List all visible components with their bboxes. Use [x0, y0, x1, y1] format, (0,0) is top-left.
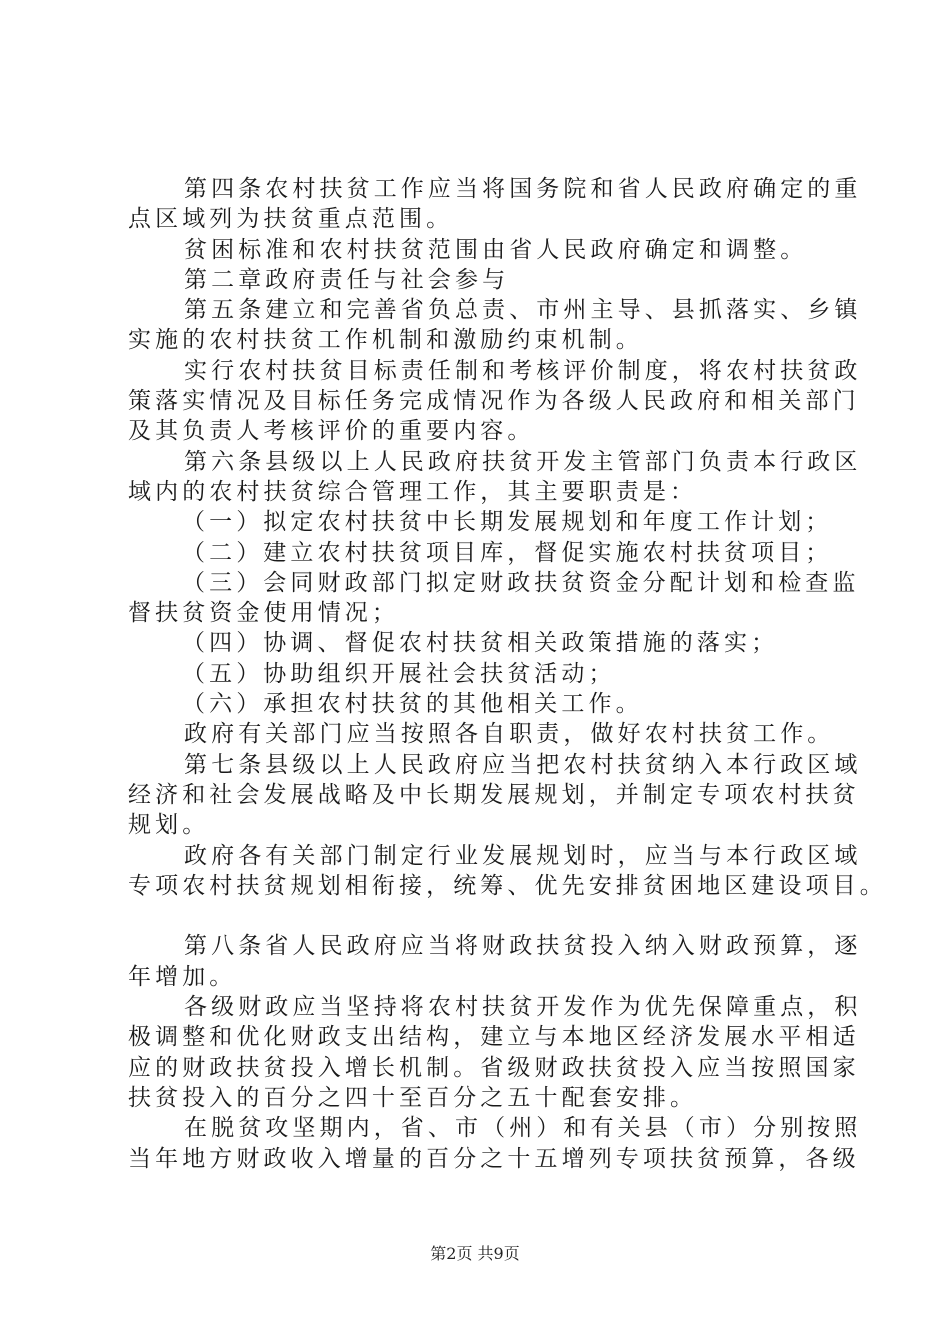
text-line: 域内的农村扶贫综合管理工作，其主要职责是：: [128, 478, 698, 505]
text-line: 极调整和优化财政支出结构，建立与本地区经济发展水平相适: [128, 1024, 860, 1051]
list-item: （一）拟定农村扶贫中长期发展规划和年度工作计划；: [182, 509, 833, 536]
text-line: 各级财政应当坚持将农村扶贫开发作为优先保障重点，积: [184, 994, 862, 1021]
list-item: （五）协助组织开展社会扶贫活动；: [182, 660, 616, 687]
text-line: 政府各有关部门制定行业发展规划时，应当与本行政区域: [184, 842, 862, 869]
text-line: 第八条省人民政府应当将财政扶贫投入纳入财政预算，逐: [184, 933, 862, 960]
text-line: 贫困标准和农村扶贫范围由省人民政府确定和调整。: [184, 236, 808, 263]
paragraph-gap: [128, 901, 858, 931]
text-line: 专项农村扶贫规划相衔接，统筹、优先安排贫困地区建设项目。: [128, 872, 887, 899]
text-line: 策落实情况及目标任务完成情况作为各级人民政府和相关部门: [128, 388, 860, 415]
text-line: 第五条建立和完善省负总责、市州主导、县抓落实、乡镇: [184, 297, 862, 324]
text-line: 实施的农村扶贫工作机制和激励约束机制。: [128, 327, 643, 354]
list-item: （四）协调、督促农村扶贫相关政策措施的落实；: [182, 630, 779, 657]
text-line: 扶贫投入的百分之四十至百分之五十配套安排。: [128, 1084, 698, 1111]
text-line: 应的财政扶贫投入增长机制。省级财政扶贫投入应当按照国家: [128, 1054, 860, 1081]
page-indicator: 第2页 共9页: [430, 1244, 520, 1263]
list-item: （六）承担农村扶贫的其他相关工作。: [182, 691, 643, 718]
text-line: 及其负责人考核评价的重要内容。: [128, 418, 535, 445]
text-line: 点区域列为扶贫重点范围。: [128, 206, 454, 233]
text-line: 经济和社会发展战略及中长期发展规划，并制定专项农村扶贫: [128, 781, 860, 808]
text-line: 当年地方财政收入增量的百分之十五增列专项扶贫预算，各级: [128, 1145, 860, 1172]
text-line: 第四条农村扶贫工作应当将国务院和省人民政府确定的重: [184, 176, 862, 202]
text-line: 督扶贫资金使用情况；: [128, 600, 399, 627]
text-line: 政府有关部门应当按照各自职责，做好农村扶贫工作。: [184, 721, 835, 748]
text-line: 第七条县级以上人民政府应当把农村扶贫纳入本行政区域: [184, 751, 862, 778]
text-line: 年增加。: [128, 963, 237, 990]
list-item: （二）建立农村扶贫项目库，督促实施农村扶贫项目；: [182, 539, 833, 566]
document-body: [128, 174, 887, 1174]
chapter-heading: 第二章政府责任与社会参与: [184, 266, 510, 293]
text-line: 规划。: [128, 812, 210, 839]
list-item: （三）会同财政部门拟定财政扶贫资金分配计划和检查监: [182, 569, 860, 596]
text-line: 实行农村扶贫目标责任制和考核评价制度，将农村扶贫政: [184, 357, 862, 384]
text-line: 第六条县级以上人民政府扶贫开发主管部门负责本行政区: [184, 448, 862, 475]
text-line: 在脱贫攻坚期内，省、市（州）和有关县（市）分别按照: [184, 1115, 862, 1142]
